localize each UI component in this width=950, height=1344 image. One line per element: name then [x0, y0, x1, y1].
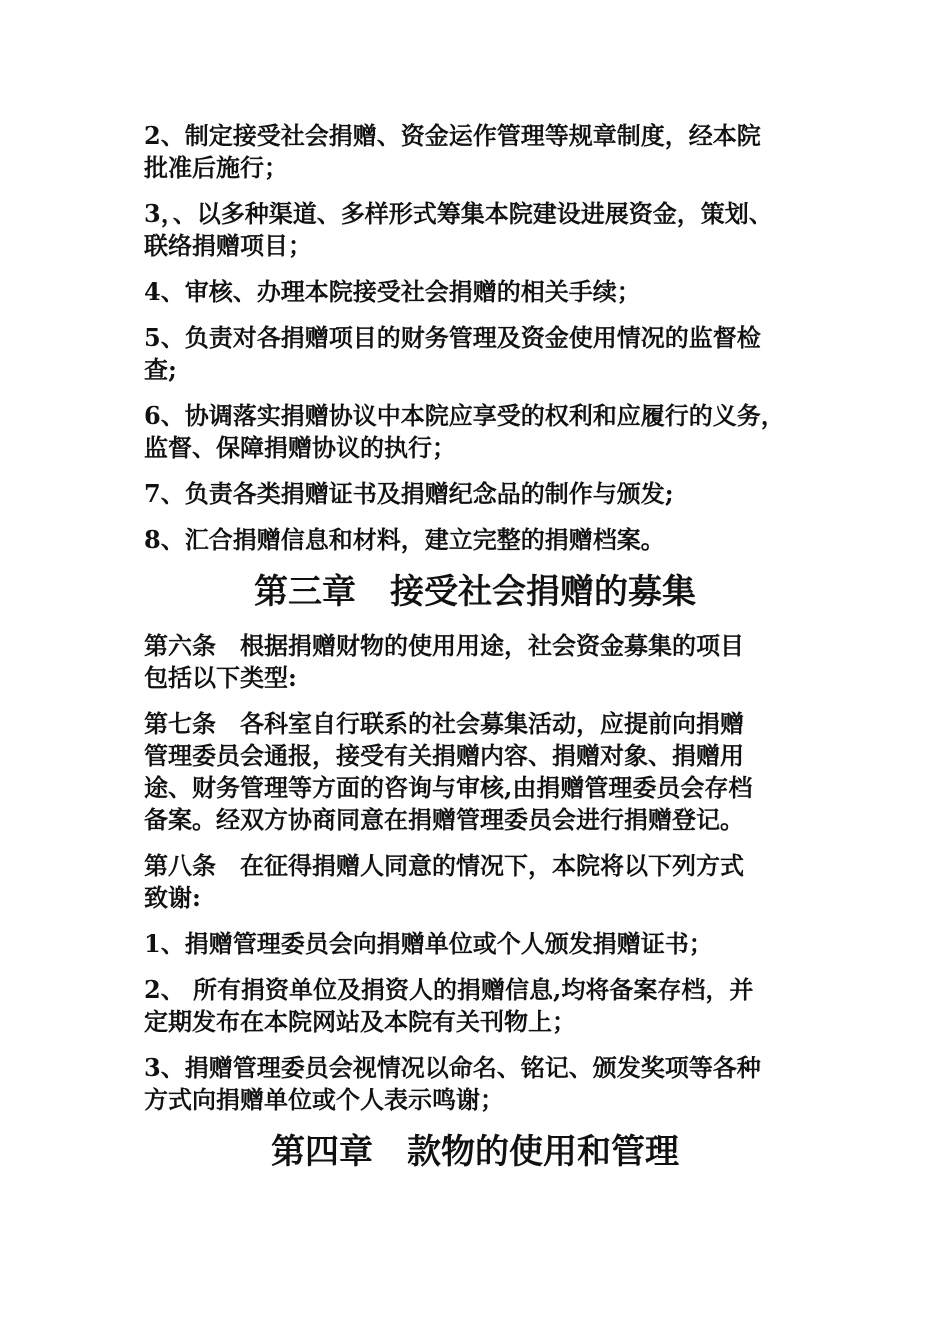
list-item [144, 120, 814, 184]
article-paragraph [144, 708, 814, 836]
text-line: 第六条 根据捐赠财物的使用用途，社会资金募集的项目 [144, 631, 744, 660]
article-paragraph [144, 630, 814, 694]
list-item [144, 1052, 814, 1116]
list-item [144, 400, 814, 464]
text-line: 查; [144, 355, 177, 384]
text-line: 1、捐赠管理委员会向捐赠单位或个人颁发捐赠证书； [144, 929, 713, 958]
text-line: 管理委员会通报，接受有关捐赠内容、捐赠对象、捐赠用 [144, 741, 744, 770]
document-body [144, 120, 814, 1190]
text-line: 致谢: [144, 883, 201, 912]
text-line: 包括以下类型: [144, 663, 297, 692]
chapter-heading: 第四章 款物的使用和管理 [271, 1132, 679, 1172]
list-item [144, 928, 814, 960]
text-line: 批准后施行； [144, 153, 288, 182]
text-line: 6、协调落实捐赠协议中本院应享受的权利和应履行的义务， [144, 401, 785, 430]
list-item [144, 322, 814, 386]
text-line: 3，、以多种渠道、多样形式筹集本院建设进展资金，策划、 [144, 199, 773, 228]
text-line: 2、制定接受社会捐赠、资金运作管理等规章制度，经本院 [144, 121, 761, 150]
list-item [144, 478, 814, 510]
text-line: 8、汇合捐赠信息和材料，建立完整的捐赠档案。 [144, 525, 665, 554]
text-line: 途、财务管理等方面的咨询与审核,由捐赠管理委员会存档 [144, 773, 753, 802]
text-line: 联络捐赠项目； [144, 231, 312, 260]
text-line: 备案。经双方协商同意在捐赠管理委员会进行捐赠登记。 [144, 805, 744, 834]
text-line: 3、捐赠管理委员会视情况以命名、铭记、颁发奖项等各种 [144, 1053, 761, 1082]
text-line: 5、负责对各捐赠项目的财务管理及资金使用情况的监督检 [144, 323, 761, 352]
text-line: 7、负责各类捐赠证书及捐赠纪念品的制作与颁发; [144, 479, 674, 508]
text-line: 4、审核、办理本院接受社会捐赠的相关手续； [144, 277, 641, 306]
list-item [144, 974, 814, 1038]
article-paragraph [144, 850, 814, 914]
text-line: 监督、保障捐赠协议的执行； [144, 433, 456, 462]
list-item [144, 524, 814, 556]
text-line: 第七条 各科室自行联系的社会募集活动，应提前向捐赠 [144, 709, 744, 738]
text-line: 方式向捐赠单位或个人表示鸣谢； [144, 1085, 504, 1114]
text-line: 第八条 在征得捐赠人同意的情况下，本院将以下列方式 [144, 851, 744, 880]
text-line: 定期发布在本院网站及本院有关刊物上； [144, 1007, 576, 1036]
text-line: 2、 所有捐资单位及捐资人的捐赠信息,均将备案存档，并 [144, 975, 754, 1004]
list-item [144, 276, 814, 308]
list-item [144, 198, 814, 262]
chapter-heading: 第三章 接受社会捐赠的募集 [254, 572, 696, 612]
